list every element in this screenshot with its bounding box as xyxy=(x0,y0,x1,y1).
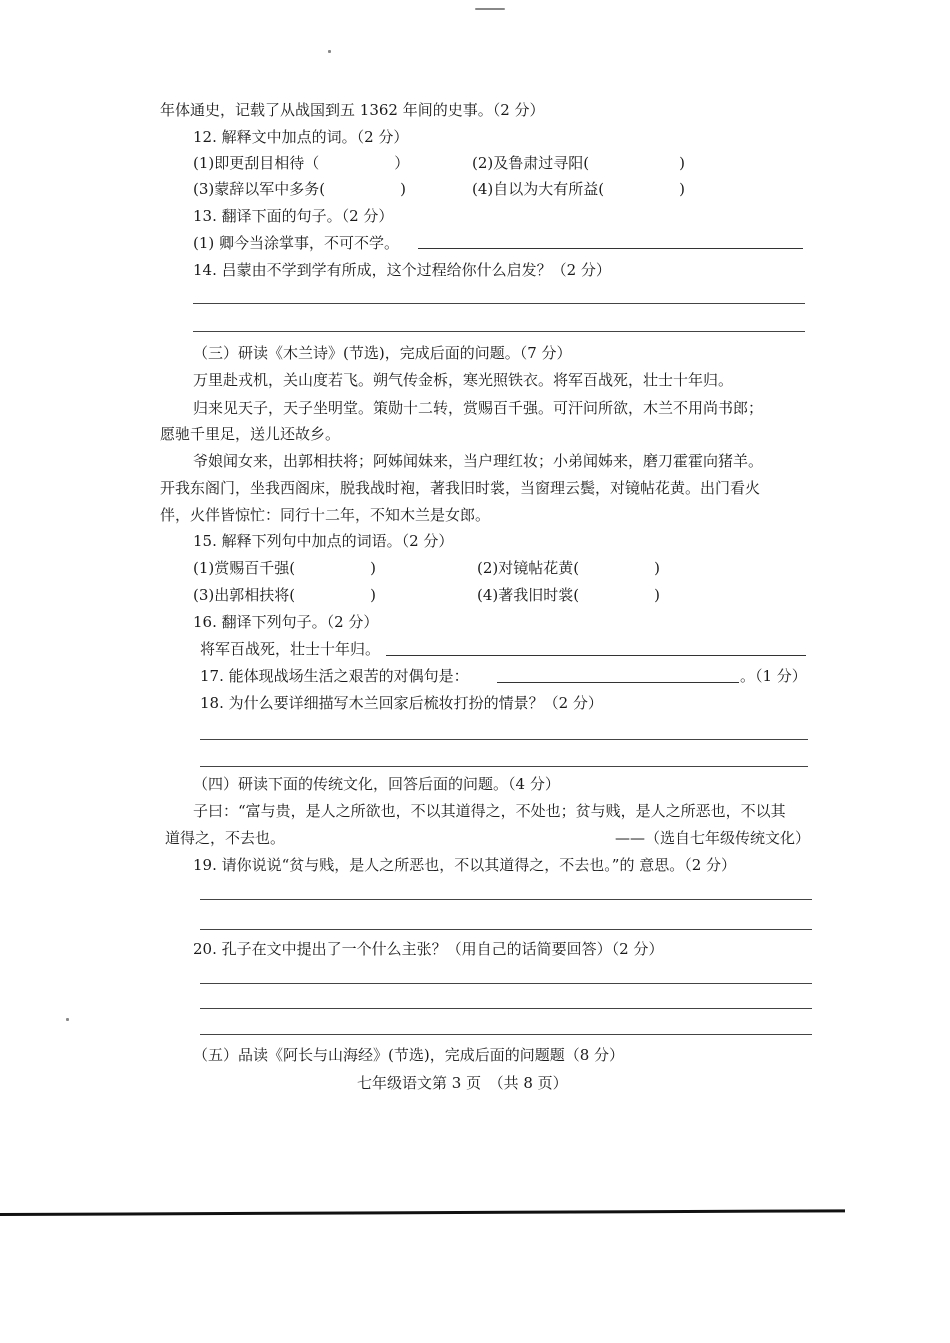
answer-line[interactable] xyxy=(200,766,808,767)
passage-line: 万里赴戎机，关山度若飞。朔气传金柝，寒光照铁衣。将军百战死，壮士十年归。 xyxy=(193,371,734,389)
question-19: 19. 请你说说“贫与贱，是人之所恶也，不以其道得之，不去也。”的 意思。（2 分） xyxy=(193,856,737,874)
passage-line: 道得之，不去也。 xyxy=(165,829,286,847)
question-18: 18. 为什么要详细描写木兰回家后梳妆打扮的情景？（2 分） xyxy=(200,694,603,712)
question-20: 20. 孔子在文中提出了一个什么主张？（用自己的话简要回答）（2 分） xyxy=(193,940,664,958)
passage-line: 伴，火伴皆惊忙：同行十二年，不知木兰是女郎。 xyxy=(160,506,491,524)
section-3-heading: （三）研读《木兰诗》(节选)，完成后面的问题。（7 分） xyxy=(193,344,572,362)
question-17: 17. 能体现战场生活之艰苦的对偶句是： xyxy=(200,667,469,685)
answer-line[interactable] xyxy=(386,655,806,656)
section-4-heading: （四）研读下面的传统文化，回答后面的问题。（4 分） xyxy=(193,775,560,793)
question-13-item-1: (1) 卿今当涂掌事，不可不学。 xyxy=(193,234,400,252)
scan-speck xyxy=(66,1018,69,1021)
passage-line: 开我东阁门，坐我西阁床，脱我战时袍，著我旧时裳，当窗理云鬓，对镜帖花黄。出门看火 xyxy=(160,479,761,497)
question-15-item-4: (4)著我旧时裳( ) xyxy=(477,586,660,604)
question-16: 16. 翻译下列句子。（2 分） xyxy=(193,613,379,631)
passage-line: 归来见天子，天子坐明堂。策勋十二转，赏赐百千强。可汗问所欲，木兰不用尚书郎； xyxy=(193,399,764,417)
question-15-item-2: (2)对镜帖花黄( ) xyxy=(477,559,660,577)
answer-line[interactable] xyxy=(193,303,805,304)
question-12-item-3: (3)蒙辞以军中多务( ) xyxy=(193,180,406,198)
answer-line[interactable] xyxy=(193,331,805,332)
question-14: 14. 吕蒙由不学到学有所成，这个过程给你什么启发？（2 分） xyxy=(193,261,611,279)
answer-line[interactable] xyxy=(200,739,808,740)
answer-line[interactable] xyxy=(497,682,739,683)
passage-line: 子曰：“富与贵，是人之所欲也，不以其道得之，不处也；贫与贱，是人之所恶也，不以其 xyxy=(193,802,786,820)
question-13: 13. 翻译下面的句子。（2 分） xyxy=(193,207,394,225)
question-12-item-4: (4)自以为大有所益( ) xyxy=(472,180,685,198)
answer-line[interactable] xyxy=(200,1034,812,1035)
answer-line[interactable] xyxy=(200,1008,812,1009)
answer-line[interactable] xyxy=(418,248,803,249)
question-12: 12. 解释文中加点的词。（2 分） xyxy=(193,128,409,146)
question-15-item-1: (1)赏赐百千强( ) xyxy=(193,559,376,577)
answer-line[interactable] xyxy=(200,983,812,984)
scan-speck xyxy=(328,50,331,53)
answer-line[interactable] xyxy=(200,899,812,900)
question-15-item-3: (3)出郭相扶将( ) xyxy=(193,586,376,604)
answer-line[interactable] xyxy=(200,929,812,930)
passage-source: ——（选自七年级传统文化） xyxy=(615,829,811,847)
question-12-item-2: (2)及鲁肃过寻阳( ) xyxy=(472,154,685,172)
text-line: 年体通史，记载了从战国到五 1362 年间的史事。（2 分） xyxy=(160,101,545,119)
question-17-score: 。（1 分） xyxy=(740,667,807,685)
question-12-item-1: (1)即更刮目相待（ ） xyxy=(193,154,410,172)
page-footer: 七年级语文第 3 页 （共 8 页） xyxy=(357,1074,568,1092)
passage-line: 爷娘闻女来，出郭相扶将；阿姊闻妹来，当户理红妆；小弟闻姊来，磨刀霍霍向猪羊。 xyxy=(193,452,764,470)
section-5-heading: （五）品读《阿长与山海经》(节选)，完成后面的问题题（8 分） xyxy=(193,1046,625,1064)
scan-edge-line xyxy=(0,1209,845,1216)
scan-speck xyxy=(475,8,505,10)
question-16-item: 将军百战死，壮士十年归。 xyxy=(200,640,381,658)
passage-line: 愿驰千里足，送儿还故乡。 xyxy=(160,425,341,443)
question-15: 15. 解释下列句中加点的词语。（2 分） xyxy=(193,532,454,550)
